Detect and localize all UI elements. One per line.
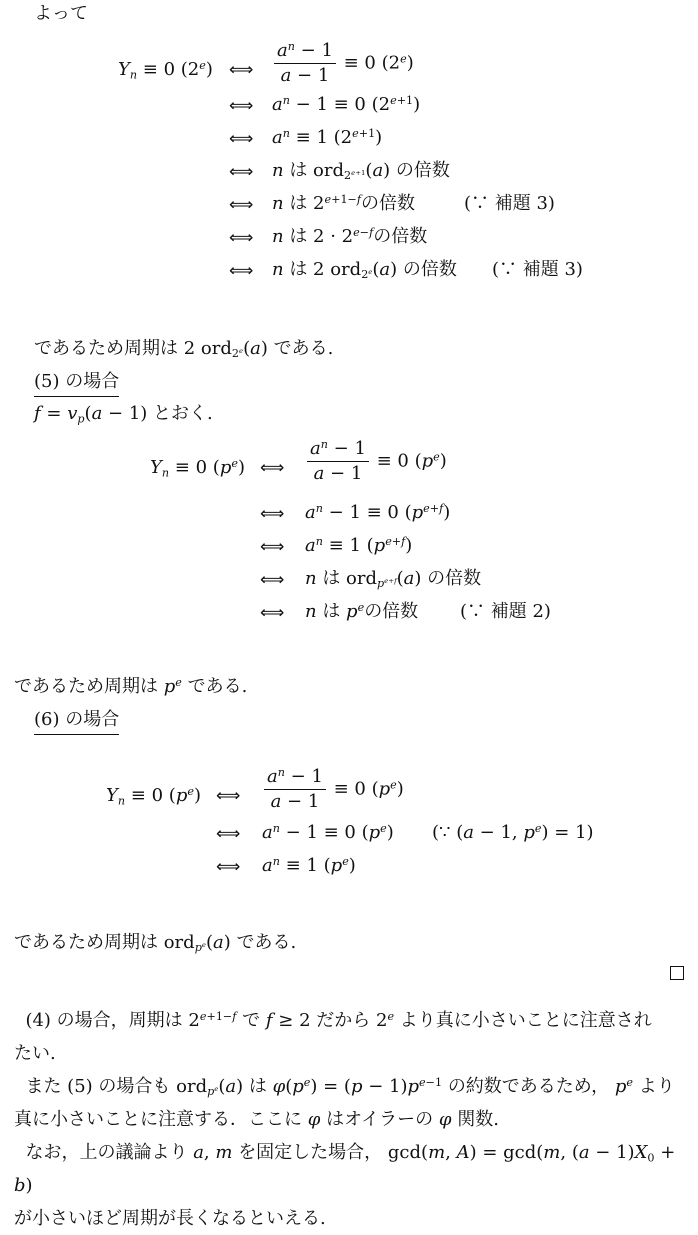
sec5-row-5: n は $p^e$の倍数	[305, 600, 419, 622]
sec4-row-1: $\frac{a^n - 1}{a - 1}$ ≡ 0 (2e)	[272, 42, 414, 85]
sec5-lhs: $Y_n \equiv 0$ $(p^e)$	[150, 456, 245, 480]
sec6-row-3: $a^n \equiv 1$ $(p^e)$	[262, 854, 356, 876]
sec5-row-3: $a^n \equiv 1$ $(p^{e+f})$	[305, 534, 413, 556]
intro-text: よって	[34, 3, 88, 24]
remark-paragraph-2: また (5) の場合も ord$_{p^e}$(a) は $\varphi(p^e) = (p - 1)p^{e-1}$ の約数であるため， $p^e$ より 真に小さいことに注意する．ここに φ はオイラーの φ 関数.	[14, 1075, 675, 1130]
sec6-row-1: $\frac{a^n - 1}{a - 1}$ ≡ 0 $(p^e)$	[262, 768, 404, 811]
iff-arrow: ⟺	[216, 824, 240, 844]
iff-arrow: ⟺	[260, 603, 284, 623]
sec5-row-4: n は ord$_{p^{e+f}}$(a) の倍数	[305, 568, 482, 591]
iff-arrow: ⟺	[229, 162, 253, 182]
iff-arrow: ⟺	[229, 96, 253, 116]
iff-arrow: ⟺	[260, 504, 284, 524]
sec4-lhs: $Y_n \equiv 0$ (2e)	[118, 58, 213, 82]
sec6-lhs: $Y_n \equiv 0$ $(p^e)$	[106, 784, 201, 808]
sec4-row-2: $a^n - 1 \equiv 0$ $(2^{e+1})$	[272, 93, 421, 115]
sec5-heading: (5) の場合	[34, 373, 119, 391]
remark-paragraph-1: (4) の場合，周期は $2^{e+1-f}$ で f ≥ 2 だから 2e より真に小さいことに注意され たい.	[14, 1009, 652, 1064]
sec6-heading: (6) の場合	[34, 711, 119, 729]
sec4-row-7: n は 2 ord$_{2^e}$(a) の倍数	[272, 259, 457, 282]
iff-arrow: ⟺	[229, 129, 253, 149]
iff-arrow: ⟺	[260, 570, 284, 590]
iff-arrow: ⟺	[229, 261, 253, 281]
iff-arrow: ⟺	[229, 195, 253, 215]
iff-arrow: ⟺	[229, 228, 253, 248]
iff-arrow: ⟺	[229, 60, 253, 80]
sec5-definition: $f = v_p(a - 1)$ とおく.	[34, 403, 213, 426]
iff-arrow: ⟺	[216, 857, 240, 877]
sec4-row-6: n は $2 \cdot 2^{e-f}$の倍数	[272, 225, 428, 247]
sec4-row-4: n は ord$_{2^{e+1}}$(a) の倍数	[272, 160, 450, 183]
sec6-row-2: $a^n - 1 \equiv 0$ $(p^e)$	[262, 821, 394, 843]
remark-paragraph-3: なお，上の議論より a, m を固定した場合， gcd(m, A) = gcd(m, $(a - 1)X_0 + b$) が小さいほど周期が長くなるといえる.	[14, 1142, 676, 1229]
sec4-row-5: n は $2^{e+1-f}$の倍数	[272, 192, 416, 214]
sec4-reason-2: (∵ 補題 3)	[492, 259, 583, 280]
sec5-conclusion: であるため周期は $p^e$ である.	[14, 675, 248, 697]
sec4-row-3: $a^n \equiv 1$ $(2^{e+1})$	[272, 126, 383, 148]
qed-square	[670, 966, 684, 980]
sec4-reason-1: (∵ 補題 3)	[464, 193, 555, 214]
sec6-conclusion: であるため周期は ord$_{p^e}$(a) である.	[14, 932, 297, 955]
iff-arrow: ⟺	[216, 786, 240, 806]
sec5-row-1: $\frac{a^n - 1}{a - 1}$ ≡ 0 $(p^e)$	[305, 440, 447, 483]
sec5-row-2: $a^n - 1 \equiv 0$ $(p^{e+f})$	[305, 501, 451, 523]
sec6-reason: (∵ (a − 1, $p^e) = 1$)	[432, 821, 594, 843]
iff-arrow: ⟺	[260, 537, 284, 557]
iff-arrow: ⟺	[260, 458, 284, 478]
sec5-reason: (∵ 補題 2)	[460, 601, 551, 622]
sec4-conclusion: であるため周期は 2 ord$_{2^e}$(a) である.	[34, 338, 334, 361]
